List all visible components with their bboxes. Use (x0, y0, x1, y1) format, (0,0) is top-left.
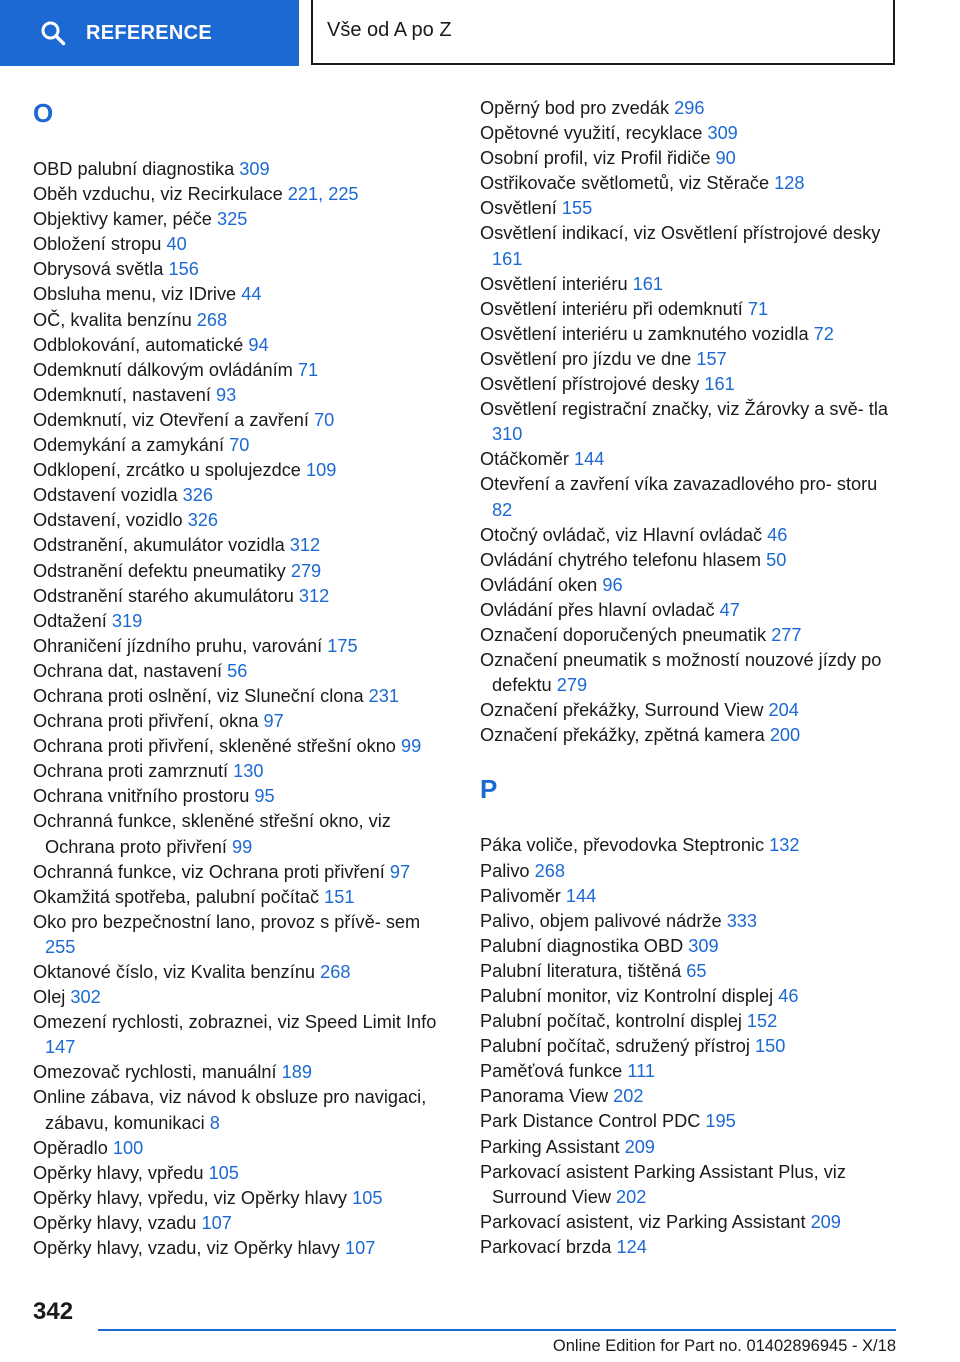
index-entry-text: Oko pro bezpečnostní lano, provoz s přívě‐ sem (33, 911, 421, 932)
index-entry[interactable] (33, 308, 448, 333)
index-entry-text: Park Distance Control PDC (480, 1111, 701, 1132)
page-reference-link[interactable]: 150 (754, 1036, 786, 1057)
index-entry-text: Odstranění, akumulátor vozidla (33, 535, 285, 556)
index-entry-text: Palivo (480, 860, 530, 881)
index-entry[interactable] (480, 171, 900, 196)
page-reference-link[interactable]: 95 (254, 786, 275, 807)
index-entry-text: Oktanové číslo, viz Kvalita benzínu (33, 962, 316, 982)
index-entry[interactable] (480, 347, 900, 372)
index-entry[interactable] (480, 1109, 900, 1134)
page-reference-link[interactable]: 107 (201, 1212, 232, 1233)
index-entry[interactable] (33, 609, 448, 634)
index-entry-text: Okamžitá spotřeba, palubní počítač (33, 886, 320, 907)
page-reference-link[interactable]: 279 (290, 560, 322, 581)
index-entry[interactable] (33, 684, 448, 709)
index-entry-text: Opěradlo (33, 1137, 108, 1158)
index-entry-text: Obrysová světla (33, 259, 164, 280)
index-entry[interactable] (33, 985, 448, 1010)
index-letter-p: P (480, 774, 498, 805)
index-entry[interactable] (33, 784, 448, 809)
index-entry[interactable] (33, 333, 448, 358)
index-entry[interactable] (480, 272, 900, 297)
index-entry-text: Označení pneumatik s možností nouzové jízdy po defektu (480, 650, 882, 696)
index-entry-text: Ovládání přes hlavní ovladač (480, 599, 715, 620)
section-title: Vše od A po Z (311, 0, 895, 65)
page-reference-link[interactable]: 56 (227, 660, 248, 681)
page-reference-link[interactable]: 124 (616, 1236, 647, 1257)
index-entry[interactable] (480, 523, 900, 548)
index-entry[interactable] (33, 709, 448, 734)
page-reference-link[interactable]: 309 (707, 123, 738, 144)
page-reference-link[interactable]: 105 (352, 1187, 383, 1208)
index-entry-text: Osvětlení interiéru (480, 273, 628, 294)
index-entry[interactable] (33, 734, 448, 759)
page-reference-link[interactable]: 161 (632, 273, 664, 294)
right-column (480, 96, 900, 1260)
index-entry-text: Ovládání oken (480, 574, 598, 595)
page-reference-link[interactable]: 46 (767, 524, 788, 545)
index-entry-text: Olej (33, 987, 66, 1008)
page-reference-link[interactable]: 296 (674, 98, 705, 118)
page-reference-link[interactable]: 71 (297, 359, 319, 380)
index-entry[interactable] (33, 408, 448, 433)
index-letter-o: O (33, 98, 54, 128)
index-entry[interactable] (480, 934, 900, 959)
index-entry[interactable] (33, 433, 448, 458)
index-entry-text: Ochranná funkce, skleněné střešní okno, viz Ochrana proto přivření (33, 811, 391, 857)
index-entry[interactable] (33, 960, 448, 985)
index-entry[interactable] (33, 1236, 448, 1261)
page-reference-link[interactable]: 71 (747, 298, 769, 319)
index-entry-text: Ochrana proti přivření, skleněné střešní okno (33, 736, 396, 757)
index-entry[interactable] (33, 383, 448, 408)
index-entry-text: Online zábava, viz návod k obsluze pro navigaci, zábavu, komunikaci (33, 1087, 427, 1133)
index-entry-text: Opětovné využití, recyklace (480, 123, 703, 144)
page-reference-link[interactable]: 202 (613, 1086, 644, 1107)
index-entry[interactable] (480, 909, 900, 934)
index-entry-text: Otočný ovládač, viz Hlavní ovládač (480, 524, 763, 545)
index-entry[interactable] (480, 96, 900, 121)
page-reference-link[interactable]: 65 (686, 960, 707, 981)
page-reference-link[interactable]: 268 (534, 860, 565, 881)
index-entry[interactable] (33, 157, 448, 182)
search-icon (40, 20, 66, 46)
index-entry[interactable] (33, 559, 448, 584)
index-entry-text: Odtažení (33, 610, 107, 631)
index-entry[interactable] (33, 207, 448, 232)
page-reference-link[interactable]: 231 (368, 685, 400, 706)
page-reference-link[interactable]: 46 (778, 986, 799, 1006)
index-entry[interactable] (480, 984, 900, 1009)
page-reference-link[interactable]: 144 (565, 885, 597, 906)
page-reference-link[interactable]: 312 (298, 585, 330, 606)
index-entry[interactable] (480, 1210, 900, 1235)
index-entry-text: Opěrky hlavy, vpředu (33, 1162, 204, 1183)
page-reference-link[interactable]: 319 (111, 610, 143, 631)
index-entry[interactable] (480, 884, 900, 909)
index-list-o (33, 157, 448, 1261)
index-entry[interactable] (480, 297, 900, 322)
index-entry-text: Parkovací brzda (480, 1236, 612, 1257)
index-entry-text: Palivo, objem palivové nádrže (480, 910, 722, 931)
index-entry[interactable] (480, 1034, 900, 1059)
page-reference-link[interactable]: 96 (602, 574, 623, 595)
index-entry-text: Odemknutí, viz Otevření a zavření (33, 409, 309, 430)
page-reference-link[interactable]: 70 (229, 435, 250, 456)
index-entry[interactable] (480, 623, 900, 648)
index-entry-text: Ovládání chytrého telefonu hlasem (480, 549, 762, 570)
page-reference-link[interactable]: 82 (492, 499, 513, 520)
index-entry-text: Ochrana proti zamrznutí (33, 761, 229, 782)
page-reference-link[interactable]: 255 (45, 936, 76, 957)
index-entry[interactable] (480, 833, 900, 858)
page-reference-link[interactable]: 310 (492, 424, 523, 445)
index-entry[interactable] (480, 698, 900, 723)
index-entry[interactable] (480, 1059, 900, 1084)
page-reference-link[interactable]: 161 (492, 248, 523, 269)
page-reference-link[interactable]: 156 (168, 259, 199, 280)
page-reference-link[interactable]: 309 (239, 159, 270, 179)
index-entry[interactable] (480, 1160, 900, 1210)
index-entry-text: Odstranění defektu pneumatiky (33, 560, 286, 581)
index-entry[interactable] (480, 723, 900, 748)
page-reference-link[interactable]: 326 (187, 510, 219, 531)
page-reference-link[interactable]: 111 (627, 1061, 656, 1082)
page-reference-link[interactable]: 268 (320, 962, 351, 982)
page-reference-link[interactable]: 175 (327, 635, 358, 656)
index-entry-text: Ochranná funkce, viz Ochrana proti přivření (33, 861, 385, 882)
index-entry-text: Osvětlení (480, 198, 557, 219)
page-reference-link[interactable]: 99 (232, 836, 253, 857)
index-entry-text: Ochrana dat, nastavení (33, 660, 223, 681)
index-entry-text: Osvětlení interiéru při odemknutí (480, 298, 743, 319)
index-entry[interactable] (480, 959, 900, 984)
index-entry-text: Otevření a zavření víka zavazadlového pro‐ storu (480, 474, 878, 495)
index-entry[interactable] (33, 483, 448, 508)
footer-edition-text: Online Edition for Part no. 01402896945 - X/18 (552, 1337, 896, 1355)
index-entry[interactable] (480, 397, 900, 447)
index-entry[interactable] (33, 533, 448, 558)
index-entry[interactable] (33, 458, 448, 483)
index-entry-text: Parkovací asistent, viz Parking Assistant (480, 1211, 806, 1232)
index-entry[interactable] (480, 598, 900, 623)
footer-divider (98, 1329, 896, 1331)
page-reference-link[interactable]: 90 (715, 148, 736, 169)
index-entry-text: Osvětlení indikací, viz Osvětlení přístrojové desky (480, 223, 881, 244)
index-entry[interactable] (33, 282, 448, 307)
index-entry-text: Otáčkoměr (480, 449, 569, 470)
index-entry-text: Palubní monitor, viz Kontrolní displej (480, 986, 774, 1006)
index-entry[interactable] (33, 910, 448, 960)
index-entry-text: Palubní počítač, kontrolní displej (480, 1011, 742, 1032)
index-entry[interactable] (33, 885, 448, 910)
page-reference-link[interactable]: 99 (401, 736, 422, 757)
index-entry[interactable] (33, 1085, 448, 1135)
index-entry-text: Označení překážky, zpětná kamera (480, 725, 765, 746)
index-entry-text: Odstavení, vozidlo (33, 510, 183, 531)
index-entry-text: OBD palubní diagnostika (33, 159, 235, 179)
index-entry[interactable] (480, 196, 900, 221)
index-entry-text: Ochrana proti oslnění, viz Sluneční clona (33, 685, 364, 706)
index-list-o-continued (480, 96, 900, 748)
index-entry[interactable] (33, 1211, 448, 1236)
page-reference-link[interactable]: 105 (208, 1162, 239, 1183)
index-entry-text: Oběh vzduchu, viz Recirkulace (33, 184, 283, 205)
page-reference-link[interactable]: 40 (166, 234, 187, 255)
index-entry-text: Objektivy kamer, péče (33, 209, 212, 230)
page-reference-link[interactable]: 277 (771, 624, 802, 645)
index-entry[interactable] (33, 659, 448, 684)
index-entry-text: Palubní diagnostika OBD (480, 935, 684, 956)
index-entry[interactable] (480, 1235, 900, 1260)
index-entry-text: Opěrky hlavy, vzadu (33, 1212, 197, 1233)
page-reference-link[interactable]: 147 (45, 1037, 76, 1058)
index-entry-text: Palubní literatura, tištěná (480, 960, 682, 981)
index-entry-text: Osvětlení registrační značky, viz Žárovky a svě‐ tla (480, 399, 889, 420)
index-entry[interactable] (480, 372, 900, 397)
page-reference-link[interactable]: 50 (766, 549, 787, 570)
page-reference-link[interactable]: 333 (726, 910, 758, 931)
index-entry[interactable] (480, 447, 900, 472)
index-entry-text: Osvětlení pro jízdu ve dne (480, 348, 692, 369)
page-reference-link[interactable]: 72 (813, 323, 834, 344)
page-reference-link[interactable]: 47 (719, 599, 740, 620)
index-entry-text: Odstranění starého akumulátoru (33, 585, 294, 606)
index-entry[interactable] (33, 508, 448, 533)
page-reference-link[interactable]: 209 (624, 1136, 655, 1157)
index-entry-text: Ochrana vnitřního prostoru (33, 786, 250, 807)
index-entry-text: Ostřikovače světlometů, viz Stěrače (480, 173, 770, 194)
page-reference-link[interactable]: 44 (241, 284, 262, 305)
page-reference-link[interactable]: 93 (216, 384, 237, 405)
index-entry[interactable] (33, 860, 448, 885)
index-entry-text: Osvětlení přístrojové desky (480, 374, 700, 395)
index-entry-text: Panorama View (480, 1086, 609, 1107)
index-entry[interactable] (480, 648, 900, 698)
index-entry[interactable] (33, 809, 448, 859)
page-reference-link[interactable]: 189 (281, 1062, 313, 1083)
page-reference-link[interactable]: 97 (389, 861, 411, 882)
index-entry[interactable] (33, 358, 448, 383)
index-entry-text: Odstavení vozidla (33, 485, 178, 506)
index-entry-text: Opěrky hlavy, vpředu, viz Opěrky hlavy (33, 1187, 348, 1208)
reference-tab[interactable] (0, 0, 299, 66)
index-entry[interactable] (480, 548, 900, 573)
index-entry-text: Palubní počítač, sdružený přístroj (480, 1036, 750, 1057)
index-entry-text: Páka voliče, převodovka Steptronic (480, 835, 765, 856)
page-reference-link[interactable]: 309 (688, 935, 719, 956)
index-entry[interactable] (480, 1135, 900, 1160)
page-reference-link[interactable]: 128 (774, 173, 805, 194)
page-reference-link[interactable]: 268 (196, 309, 228, 330)
index-entry[interactable] (480, 1084, 900, 1109)
index-entry[interactable] (480, 146, 900, 171)
page-reference-link[interactable]: 279 (556, 675, 588, 696)
index-entry[interactable] (480, 1009, 900, 1034)
page-reference-link[interactable]: 144 (574, 449, 605, 470)
page-reference-link[interactable]: 302 (70, 987, 101, 1008)
page-reference-link[interactable]: 97 (263, 711, 284, 732)
page-reference-link[interactable]: 100 (112, 1137, 144, 1158)
page-reference-link[interactable]: 70 (314, 409, 335, 430)
page-reference-link[interactable]: 195 (705, 1111, 736, 1132)
index-entry-text: Označení doporučených pneumatik (480, 624, 767, 645)
page-reference-link[interactable]: 107 (345, 1238, 376, 1259)
left-column (33, 96, 448, 1261)
index-list-p (480, 833, 900, 1260)
index-entry[interactable] (33, 1161, 448, 1186)
page-reference-link[interactable]: 326 (182, 485, 213, 506)
page-header (0, 0, 960, 66)
index-entry-text: Ochrana proti přivření, okna (33, 711, 259, 732)
index-entry[interactable] (33, 1010, 448, 1060)
index-entry[interactable] (480, 472, 900, 522)
page-reference-link[interactable]: 8 (209, 1112, 220, 1133)
index-entry[interactable] (33, 759, 448, 784)
index-entry[interactable] (480, 221, 900, 271)
page-reference-link[interactable]: 132 (769, 835, 800, 856)
index-entry[interactable] (33, 232, 448, 257)
index-entry[interactable] (33, 1060, 448, 1085)
page-reference-link[interactable]: 155 (561, 198, 593, 219)
index-entry[interactable] (33, 584, 448, 609)
index-entry-text: Palivoměr (480, 885, 561, 906)
index-entry-text: Opěrný bod pro zvedák (480, 98, 670, 118)
index-entry-text: Parking Assistant (480, 1136, 620, 1157)
page-number: 342 (33, 1298, 74, 1325)
index-entry[interactable] (33, 1136, 448, 1161)
index-entry[interactable] (33, 1186, 448, 1211)
index-entry-text: Omezení rychlosti, zobraznei, viz Speed Limit Info (33, 1012, 437, 1033)
page-reference-link[interactable]: 200 (769, 725, 801, 746)
page-reference-link[interactable]: 157 (696, 348, 727, 369)
page-reference-link[interactable]: 151 (324, 886, 355, 907)
index-entry-text: Odblokování, automatické (33, 334, 244, 355)
page-reference-link[interactable]: 202 (616, 1186, 647, 1207)
page-reference-link[interactable]: 161 (704, 374, 735, 395)
page-reference-link[interactable]: 312 (289, 535, 321, 556)
index-entry[interactable] (480, 322, 900, 347)
index-entry-text: Odemknutí, nastavení (33, 384, 211, 405)
index-entry-text: Označení překážky, Surround View (480, 700, 764, 721)
page-reference-link[interactable]: 130 (233, 761, 264, 782)
index-entry-text: Odemknutí dálkovým ovládáním (33, 359, 293, 380)
index-entry[interactable] (33, 634, 448, 659)
index-entry[interactable] (480, 573, 900, 598)
page-reference-link[interactable]: 325 (216, 209, 248, 230)
reference-tab-label: REFERENCE (86, 21, 213, 44)
index-entry[interactable] (480, 121, 900, 146)
index-entry[interactable] (33, 257, 448, 282)
page-reference-link[interactable]: 94 (248, 334, 269, 355)
page-reference-link[interactable]: 221, 225 (287, 184, 359, 205)
index-entry[interactable] (480, 859, 900, 884)
index-entry-text: Ohraničení jízdního pruhu, varování (33, 635, 323, 656)
index-entry-text: Osobní profil, viz Profil řidiče (480, 148, 711, 169)
page-reference-link[interactable]: 204 (768, 700, 799, 721)
index-entry[interactable] (33, 182, 448, 207)
index-entry-text: Paměťová funkce (480, 1061, 623, 1082)
index-entry-text: Obložení stropu (33, 234, 162, 255)
index-entry-text: Opěrky hlavy, vzadu, viz Opěrky hlavy (33, 1238, 340, 1259)
index-entry-text: Obsluha menu, viz IDrive (33, 284, 237, 305)
page-reference-link[interactable]: 152 (746, 1011, 778, 1032)
index-entry-text: Parkovací asistent Parking Assistant Plus, viz Surround View (480, 1161, 846, 1207)
index-entry-text: Odklopení, zrcátko u spolujezdce (33, 460, 301, 481)
page-reference-link[interactable]: 109 (305, 460, 337, 481)
index-entry-text: Osvětlení interiéru u zamknutého vozidla (480, 323, 809, 344)
page-reference-link[interactable]: 209 (810, 1211, 841, 1232)
index-entry-text: OČ, kvalita benzínu (33, 309, 192, 330)
index-entry-text: Omezovač rychlosti, manuální (33, 1062, 277, 1083)
index-entry-text: Odemykání a zamykání (33, 435, 225, 456)
